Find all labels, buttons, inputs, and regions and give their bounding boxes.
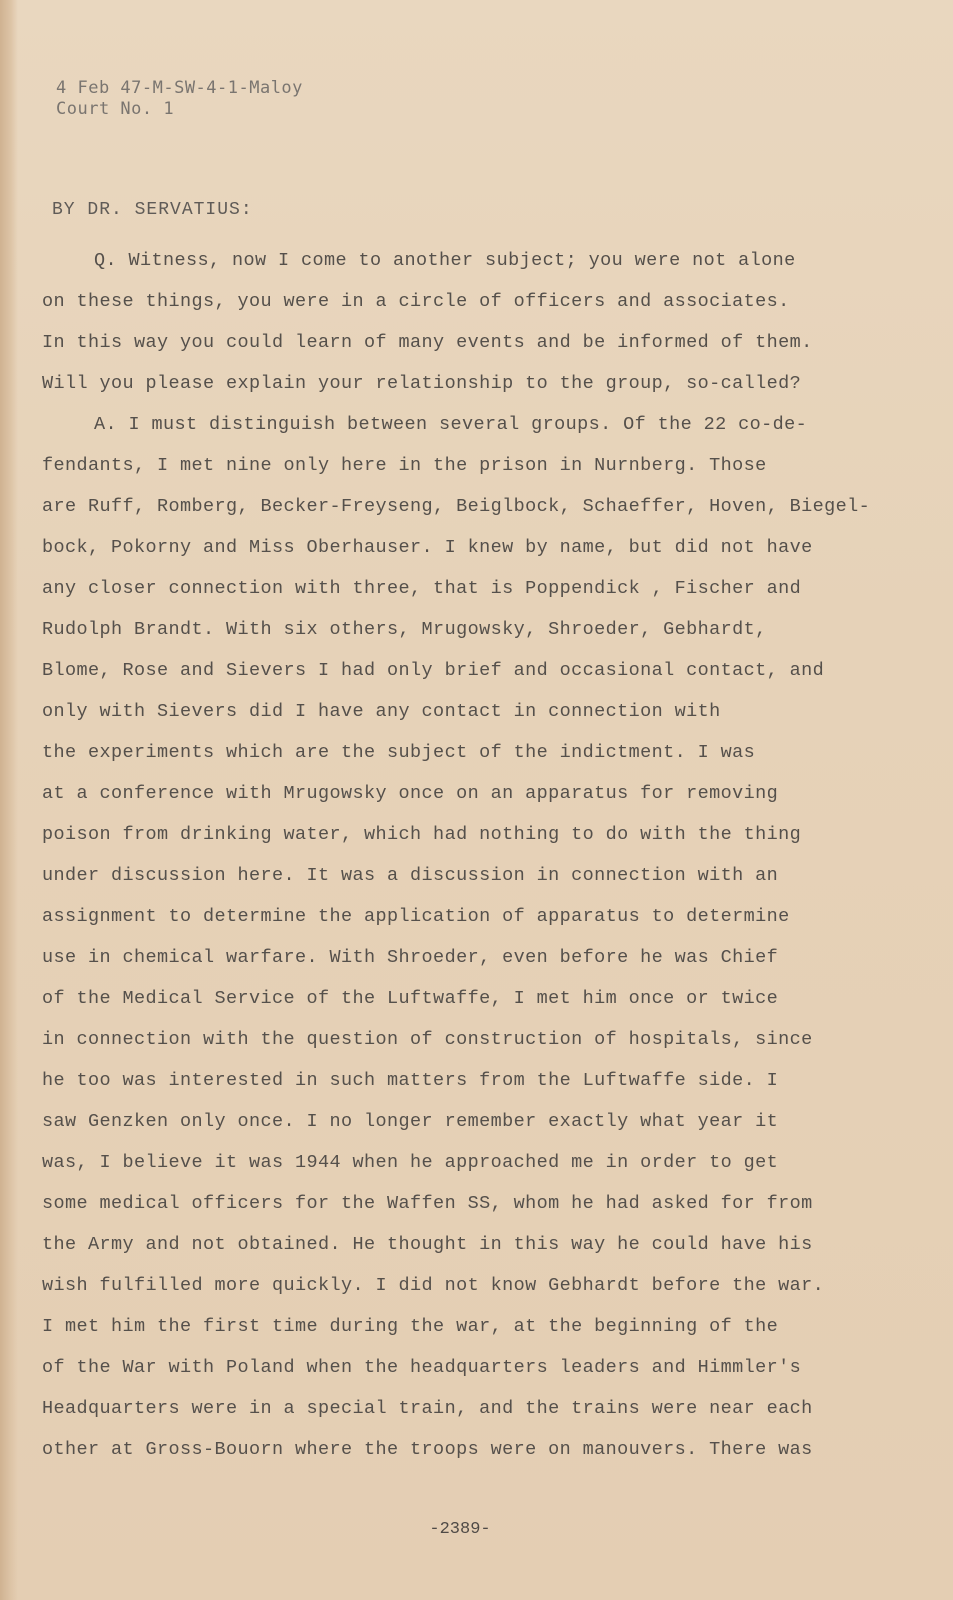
transcript-line: was, I believe it was 1944 when he approached me in order to get — [42, 1152, 779, 1173]
transcript-line: A. I must distinguish between several groups. Of the 22 co-de- — [94, 414, 808, 435]
transcript-line: he too was interested in such matters from the Luftwaffe side. I — [42, 1070, 779, 1091]
transcript-line: of the Medical Service of the Luftwaffe, I met him once or twice — [42, 988, 779, 1009]
document-header — [56, 78, 303, 120]
transcript-line: of the War with Poland when the headquarters leaders and Himmler's — [42, 1357, 802, 1378]
transcript-line: I met him the first time during the war, at the beginning of the — [42, 1316, 779, 1337]
page-number: -2389- — [429, 1520, 491, 1539]
transcript-line: are Ruff, Romberg, Becker-Freyseng, Beiglbock, Schaeffer, Hoven, Biegel- — [42, 496, 871, 517]
transcript-line: In this way you could learn of many events and be informed of them. — [42, 332, 813, 353]
transcript-line: Blome, Rose and Sievers I had only brief and occasional contact, and — [42, 660, 825, 681]
transcript-line: Q. Witness, now I come to another subject; you were not alone — [94, 250, 796, 271]
transcript-line: use in chemical warfare. With Shroeder, even before he was Chief — [42, 947, 779, 968]
transcript-line: some medical officers for the Waffen SS, whom he had asked for from — [42, 1193, 813, 1214]
transcript-line: assignment to determine the application of apparatus to determine — [42, 906, 790, 927]
header-reference: 4 Feb 47-M-SW-4-1-Maloy — [56, 78, 303, 98]
transcript-line: poison from drinking water, which had nothing to do with the thing — [42, 824, 802, 845]
transcript-line: the Army and not obtained. He thought in this way he could have his — [42, 1234, 813, 1255]
transcript-line: other at Gross-Bouorn where the troops were on manouvers. There was — [42, 1439, 813, 1460]
header-court: Court No. 1 — [56, 99, 175, 119]
speaker-label: BY DR. SERVATIUS: — [52, 200, 253, 220]
transcript-line: Will you please explain your relationship to the group, so-called? — [42, 373, 802, 394]
transcript-line: wish fulfilled more quickly. I did not know Gebhardt before the war. — [42, 1275, 825, 1296]
transcript-line: at a conference with Mrugowsky once on an apparatus for removing — [42, 783, 779, 804]
paper-edge — [0, 0, 18, 1600]
transcript-body — [42, 240, 894, 1470]
transcript-line: only with Sievers did I have any contact in connection with — [42, 701, 721, 722]
transcript-line: saw Genzken only once. I no longer remember exactly what year it — [42, 1111, 779, 1132]
transcript-line: under discussion here. It was a discussion in connection with an — [42, 865, 779, 886]
transcript-line: fendants, I met nine only here in the prison in Nurnberg. Those — [42, 455, 767, 476]
transcript-line: any closer connection with three, that is Poppendick , Fischer and — [42, 578, 802, 599]
transcript-line: the experiments which are the subject of the indictment. I was — [42, 742, 756, 763]
transcript-line: on these things, you were in a circle of officers and associates. — [42, 291, 790, 312]
transcript-line: bock, Pokorny and Miss Oberhauser. I knew by name, but did not have — [42, 537, 813, 558]
transcript-line: Rudolph Brandt. With six others, Mrugowsky, Shroeder, Gebhardt, — [42, 619, 767, 640]
transcript-line: in connection with the question of construction of hospitals, since — [42, 1029, 813, 1050]
transcript-line: Headquarters were in a special train, and the trains were near each — [42, 1398, 813, 1419]
